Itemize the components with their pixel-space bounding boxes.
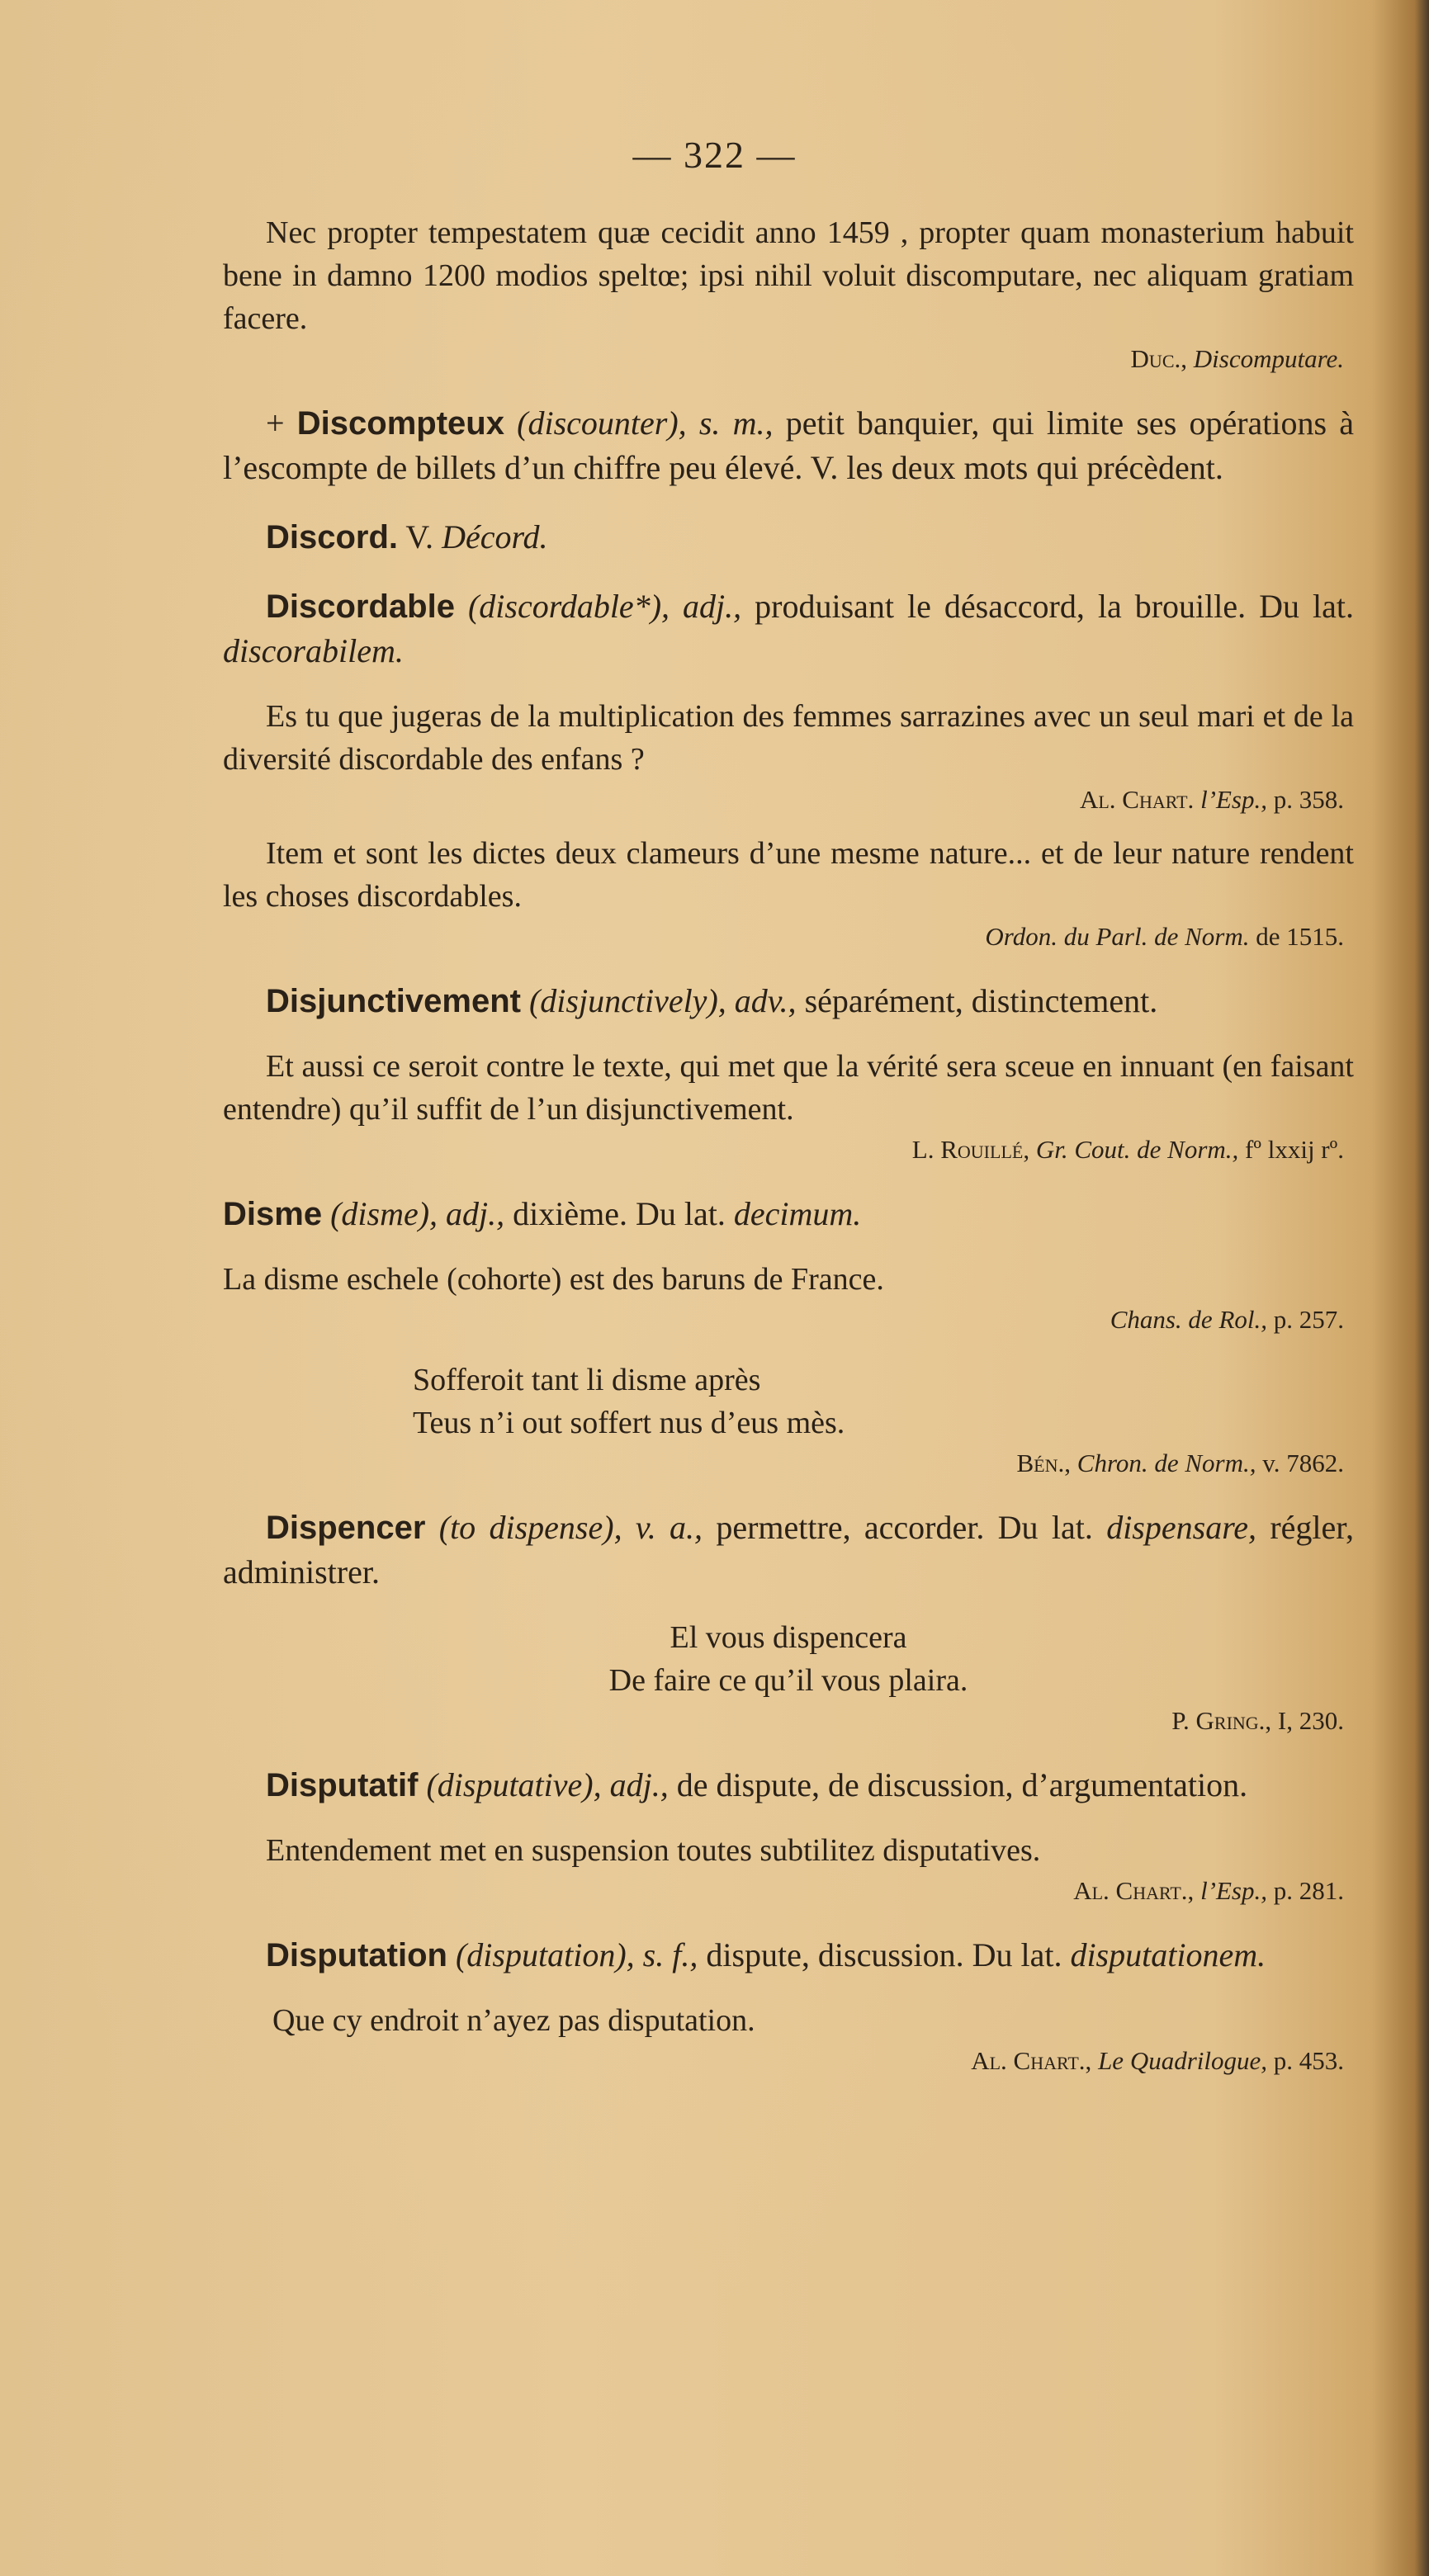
english-equivalent: (disme), — [330, 1195, 438, 1232]
english-equivalent: (disputation), — [455, 1936, 635, 1973]
part-of-speech: adj., — [683, 588, 742, 625]
verse-line: De faire ce qu’il vous plaira. — [608, 1663, 968, 1698]
verse-line: Teus n’i out soffert nus d’eus mès. — [413, 1406, 845, 1440]
citation-work: Discomputare. — [1193, 344, 1344, 373]
entry-text — [223, 584, 1354, 674]
cross-reference: Décord. — [442, 518, 548, 555]
english-equivalent: (discordable*), — [467, 588, 670, 625]
definition: de dispute, de discussion, d’argumentation. — [676, 1766, 1248, 1803]
entry-text — [223, 1763, 1354, 1808]
quotation: Es tu que jugeras de la multiplication des femmes sarrazines avec un seul mari et de la diversité discordable des enfans ? — [223, 699, 1354, 777]
citation-work: Chans. de Rol., — [1110, 1305, 1267, 1334]
quotation: Entendement met en suspension toutes subtilitez disputatives. — [266, 1833, 1041, 1868]
verse-quotation — [223, 1359, 1354, 1444]
entry-discord — [223, 515, 1354, 560]
headword: Discord. — [266, 519, 399, 555]
headword: Disputation — [266, 1937, 447, 1973]
citation — [223, 2044, 1354, 2078]
part-of-speech: v. a., — [635, 1509, 703, 1546]
headword: Disjunctivement — [266, 983, 521, 1019]
citation — [223, 782, 1354, 817]
citation-work: l’Esp., — [1200, 785, 1267, 814]
definition: dixième. Du lat. — [513, 1195, 726, 1232]
definition: petit banquier, qui limite ses opérations à l’escompte de billets d’un chiffre peu élevé. V. les deux mots qui précèdent. — [223, 404, 1355, 486]
etymology: discorabilem. — [223, 632, 404, 669]
entry-continuation — [223, 211, 1354, 376]
entry-discordable — [223, 584, 1354, 954]
entry-disputatif — [223, 1763, 1354, 1908]
definition: produisant le désaccord, la brouille. Du lat. — [755, 588, 1355, 625]
part-of-speech: adv., — [734, 982, 797, 1019]
part-of-speech: adj., — [446, 1195, 505, 1232]
part-of-speech: adj., — [609, 1766, 669, 1803]
citation-work: Le Quadrilogue, — [1098, 2046, 1267, 2075]
entry-disme — [223, 1192, 1354, 1481]
citation — [223, 1302, 1354, 1337]
verse-line: El vous dispencera — [670, 1620, 907, 1655]
etymology: disputationem. — [1070, 1936, 1266, 1973]
entry-disjunctivement — [223, 979, 1354, 1167]
english-equivalent: (disputative), — [426, 1766, 602, 1803]
part-of-speech: s. m., — [698, 404, 774, 442]
entry-text — [223, 1933, 1354, 1978]
entry-text — [223, 979, 1354, 1023]
page-body — [223, 211, 1354, 2078]
citation — [223, 1874, 1354, 1908]
definition-continued: régler, administrer. — [223, 1509, 1355, 1591]
english-equivalent: (discounter), — [517, 404, 687, 442]
entry-text — [223, 515, 1354, 560]
citation — [223, 342, 1354, 376]
definition: dispute, discussion. Du lat. — [706, 1936, 1062, 1973]
definition: permettre, accorder. Du lat. — [716, 1509, 1093, 1546]
citation-work: Gr. Cout. de Norm., — [1035, 1135, 1239, 1164]
citation-author: Bén., — [1016, 1449, 1072, 1477]
quotation: Nec propter tempestatem quæ cecidit anno 1459 , propter quam monasterium habuit bene in damno 1200 modios speltœ; ipsi nihil voluit discomputare, nec aliquam gratiam facere. — [223, 215, 1354, 336]
see-reference: V. — [405, 518, 434, 555]
headword: Disme — [223, 1196, 323, 1232]
part-of-speech: s. f., — [642, 1936, 698, 1973]
citation-location: fº lxxij rº. — [1245, 1135, 1344, 1164]
citation — [223, 1704, 1354, 1738]
entry-disputation — [223, 1933, 1354, 2078]
citation-author: Duc., — [1130, 344, 1187, 373]
citation-work: Chron. de Norm., — [1076, 1449, 1256, 1477]
page-number: — 322 — — [632, 134, 797, 176]
entry-discompteux — [223, 401, 1354, 490]
quotation: Que cy endroit n’ayez pas disputation. — [272, 2003, 755, 2038]
citation — [223, 1446, 1354, 1481]
citation-author: P. Gring., — [1171, 1706, 1272, 1735]
citation-location: p. 257. — [1273, 1305, 1344, 1334]
quotation: Item et sont les dictes deux clameurs d’une mesme nature... et de leur nature rendent les choses discordables. — [223, 836, 1354, 914]
etymology: dispensare, — [1106, 1509, 1257, 1546]
citation-location: p. 358. — [1273, 785, 1344, 814]
headword: Discordable — [266, 588, 455, 625]
quotation: La disme eschele (cohorte) est des baruns de France. — [223, 1262, 884, 1297]
entry-dispencer — [223, 1505, 1354, 1738]
headword: Disputatif — [266, 1767, 419, 1803]
etymology: decimum. — [733, 1195, 862, 1232]
citation-author: L. Rouillé, — [911, 1135, 1030, 1164]
citation-location: p. 281. — [1273, 1876, 1344, 1905]
citation — [223, 1132, 1354, 1167]
verse-line: Sofferoit tant li disme après — [413, 1363, 761, 1397]
plus-marker: + — [266, 404, 285, 442]
english-equivalent: (disjunctively), — [528, 982, 726, 1019]
entry-text — [223, 401, 1354, 490]
headword: Dispencer — [266, 1510, 426, 1546]
entry-text — [223, 1505, 1354, 1595]
citation — [223, 919, 1354, 954]
citation-location: de 1515. — [1256, 922, 1344, 951]
citation-location: I, 230. — [1277, 1706, 1344, 1735]
verse-quotation — [223, 1616, 1354, 1702]
headword: Discompteux — [296, 405, 504, 442]
citation-location: v. 7862. — [1262, 1449, 1344, 1477]
citation-work: Ordon. du Parl. de Norm. — [985, 922, 1250, 951]
entry-text — [223, 1192, 1354, 1236]
quotation: Et aussi ce seroit contre le texte, qui met que la vérité sera sceue en innuant (en faisant entendre) qu’il suffit de l’un disjunctivement. — [223, 1049, 1354, 1127]
citation-author: Al. Chart., — [971, 2046, 1092, 2075]
citation-location: p. 453. — [1273, 2046, 1344, 2075]
citation-work: l’Esp., — [1200, 1876, 1267, 1905]
citation-author: Al. Chart., — [1073, 1876, 1195, 1905]
english-equivalent: (to dispense), — [438, 1509, 622, 1546]
definition: séparément, distinctement. — [804, 982, 1158, 1019]
citation-author: Al. Chart. — [1079, 785, 1195, 814]
